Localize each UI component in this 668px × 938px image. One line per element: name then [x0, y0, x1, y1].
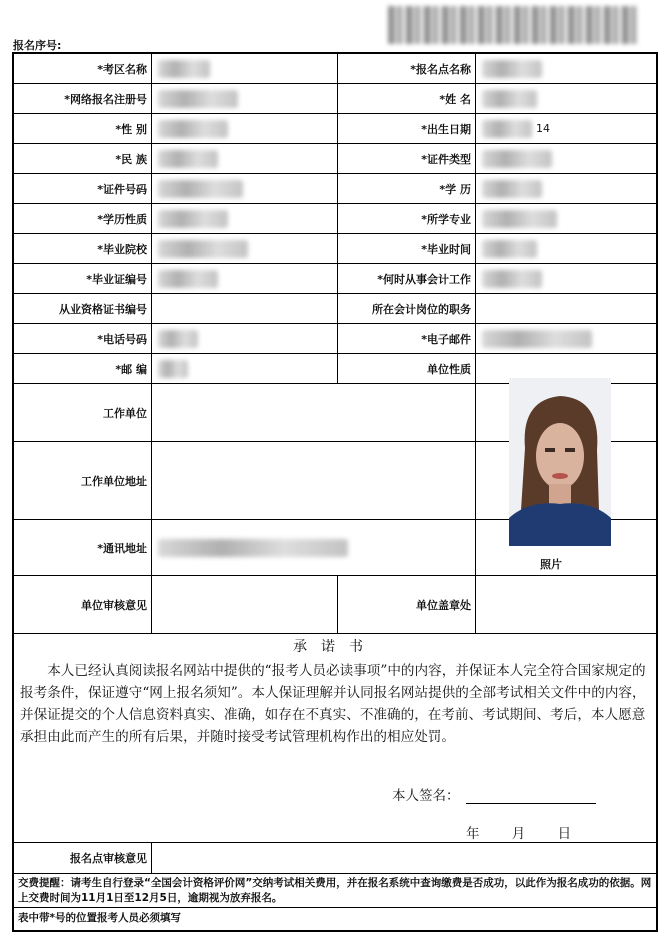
- field-label: *证件号码: [14, 174, 152, 203]
- site-review-label: 报名点审核意见: [14, 843, 152, 873]
- unit-review-label: 单位审核意见: [14, 576, 152, 633]
- pledge-title: 承诺书: [293, 639, 377, 655]
- work-unit-label: 工作单位: [14, 384, 152, 441]
- field-label: *姓 名: [338, 84, 476, 113]
- redacted-header-id: [388, 6, 638, 44]
- redacted-value: [482, 180, 542, 198]
- mail-addr-value[interactable]: [152, 520, 476, 575]
- field-label: *邮 编: [14, 354, 152, 383]
- field-label: *网络报名注册号: [14, 84, 152, 113]
- redacted-value: [158, 270, 218, 288]
- registration-seq-label: 报名序号:: [13, 39, 62, 52]
- field-value[interactable]: [476, 324, 656, 353]
- field-label: 单位性质: [338, 354, 476, 383]
- info-row: [14, 294, 656, 324]
- redacted-value: [158, 240, 248, 258]
- field-value[interactable]: [476, 54, 656, 83]
- redacted-value: [482, 330, 592, 348]
- info-row: [14, 324, 656, 354]
- field-label: 所在会计岗位的职务: [338, 294, 476, 323]
- redacted-value: [158, 90, 238, 108]
- redacted-value: [158, 180, 243, 198]
- field-label: *民 族: [14, 144, 152, 173]
- required-notice-row: [14, 908, 656, 930]
- info-row: [14, 204, 656, 234]
- info-row: [14, 84, 656, 114]
- applicant-photo: [509, 378, 611, 546]
- info-row: [14, 264, 656, 294]
- field-value[interactable]: [476, 294, 656, 323]
- field-value[interactable]: [152, 294, 338, 323]
- field-value[interactable]: [152, 144, 338, 173]
- field-label: *考区名称: [14, 54, 152, 83]
- redacted-value: [482, 240, 537, 258]
- unit-seal-label: 单位盖章处: [338, 576, 476, 633]
- redacted-value: [158, 360, 188, 378]
- field-label: *电话号码: [14, 324, 152, 353]
- field-label: *电子邮件: [338, 324, 476, 353]
- field-label: *学 历: [338, 174, 476, 203]
- field-label: *何时从事会计工作: [338, 264, 476, 293]
- field-label: *毕业院校: [14, 234, 152, 263]
- field-label: *证件类型: [338, 144, 476, 173]
- signature-field: [392, 784, 596, 804]
- redacted-value: [158, 210, 228, 228]
- signature-line[interactable]: [466, 789, 596, 804]
- info-row: [14, 144, 656, 174]
- info-row: [14, 114, 656, 144]
- redacted-value: [482, 210, 557, 228]
- mail-addr-label: *通讯地址: [14, 520, 152, 575]
- field-value[interactable]: [152, 114, 338, 143]
- field-value[interactable]: [476, 234, 656, 263]
- field-label: 从业资格证书编号: [14, 294, 152, 323]
- field-text: 14: [536, 122, 550, 135]
- unit-review-value[interactable]: [152, 576, 338, 633]
- redacted-value: [158, 120, 228, 138]
- field-label: *出生日期: [338, 114, 476, 143]
- pledge-body: 本人已经认真阅读报名网站中提供的“报考人员必读事项”中的内容，并保证本人完全符合国家规定的报考条件，保证遵守“网上报名须知”。本人保证理解并认同报名网站提供的全部考试相关文件中的内容，并保证提交的个人信息资料真实、准确，如存在不真实、不准确的，在考前、考试期间、考后，本人愿意承担由此而产生的所有后果，并随时接受考试管理机构作出的相应处罚。: [20, 663, 646, 745]
- redacted-value: [482, 60, 542, 78]
- field-value[interactable]: [152, 174, 338, 203]
- work-addr-label: 工作单位地址: [14, 442, 152, 519]
- review-row: [14, 576, 656, 634]
- field-value[interactable]: [152, 354, 338, 383]
- payment-notice: 交费提醒：请考生自行登录“全国会计资格评价网”交纳考试相关费用，并在报名系统中查询缴费是否成功，以此作为报名成功的依据。网上交费时间为11月1日至12月5日，逾期视为放弃报名。: [18, 877, 652, 904]
- work-unit-value[interactable]: [152, 384, 476, 441]
- signature-label: 本人签名：: [392, 788, 460, 804]
- site-review-row: [14, 842, 656, 874]
- date-label: 年 月 日: [466, 826, 572, 842]
- field-value[interactable]: [152, 54, 338, 83]
- field-value[interactable]: [476, 204, 656, 233]
- payment-notice-row: [14, 874, 656, 908]
- redacted-value: [158, 330, 198, 348]
- field-value[interactable]: [476, 114, 656, 143]
- site-review-value[interactable]: [152, 843, 656, 873]
- info-row: [14, 234, 656, 264]
- field-value[interactable]: [476, 264, 656, 293]
- field-value[interactable]: [476, 84, 656, 113]
- redacted-value: [482, 270, 542, 288]
- field-value[interactable]: [152, 324, 338, 353]
- field-value[interactable]: [152, 84, 338, 113]
- field-value[interactable]: [152, 204, 338, 233]
- field-value[interactable]: [476, 174, 656, 203]
- redacted-value: [482, 150, 552, 168]
- redacted-value: [158, 60, 210, 78]
- field-label: *毕业时间: [338, 234, 476, 263]
- photo-caption: 照片: [540, 558, 562, 571]
- field-label: *毕业证编号: [14, 264, 152, 293]
- redacted-value: [482, 120, 532, 138]
- redacted-value: [158, 150, 218, 168]
- field-label: *所学专业: [338, 204, 476, 233]
- field-label: *学历性质: [14, 204, 152, 233]
- unit-seal-value[interactable]: [476, 576, 656, 633]
- field-value[interactable]: [152, 234, 338, 263]
- field-value[interactable]: [476, 144, 656, 173]
- info-row: [14, 174, 656, 204]
- required-notice: 表中带*号的位置报考人员必须填写: [18, 912, 181, 924]
- work-addr-value[interactable]: [152, 442, 476, 519]
- field-label: *报名点名称: [338, 54, 476, 83]
- field-label: *性 别: [14, 114, 152, 143]
- redacted-value: [482, 90, 537, 108]
- field-value[interactable]: [152, 264, 338, 293]
- info-row: [14, 54, 656, 84]
